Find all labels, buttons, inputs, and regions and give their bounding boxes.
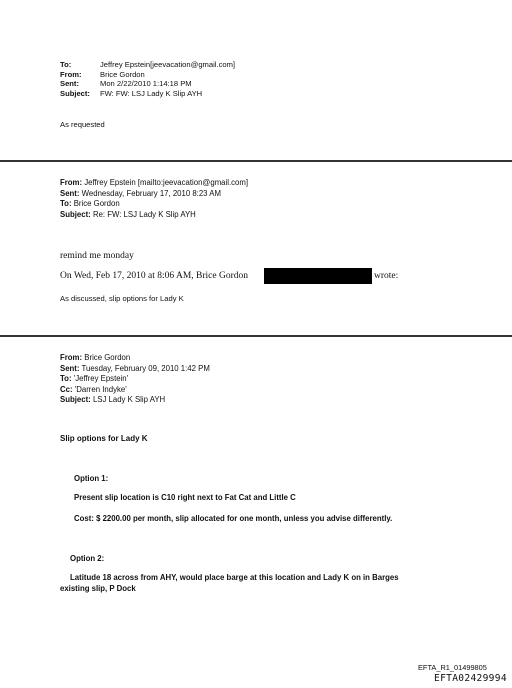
divider <box>0 160 512 162</box>
sent-label: Sent: <box>60 363 80 373</box>
subject-label: Subject: <box>60 209 91 219</box>
from-value: Brice Gordon <box>100 69 145 79</box>
subject-label: Subject: <box>60 395 91 404</box>
to-value: Jeffrey Epstein[jeevacation@gmail.com] <box>100 60 236 69</box>
from-label: From: <box>60 353 83 362</box>
sent-value: Wednesday, February 17, 2010 8:23 AM <box>81 188 221 198</box>
from-label: From: <box>60 69 82 79</box>
to-label: To: <box>60 374 72 383</box>
redaction-block <box>264 268 372 284</box>
option2-line2: existing slip, P Dock <box>60 584 136 593</box>
subject-value: Re: FW: LSJ Lady K Slip AYH <box>92 209 196 219</box>
subject-label: Subject: <box>60 88 90 98</box>
bates-ref-1: EFTA_R1_01499805 <box>418 663 487 672</box>
email1-header <box>60 60 235 98</box>
slip-options-heading: Slip options for Lady K <box>60 434 148 443</box>
subject-value: FW: FW: LSJ Lady K Slip AYH <box>100 88 203 98</box>
from-value: Jeffrey Epstein [mailto:jeevacation@gmail.com] <box>84 178 249 187</box>
option1-line2: Cost: $ 2200.00 per month, slip allocated for one month, unless you advise differently. <box>74 514 393 523</box>
option1-line1: Present slip location is C10 right next to Fat Cat and Little C <box>74 493 296 502</box>
from-value: Brice Gordon <box>84 353 131 362</box>
to-label: To: <box>60 60 72 69</box>
cc-label: Cc: <box>60 384 73 394</box>
sent-value: Mon 2/22/2010 1:14:18 PM <box>100 79 192 89</box>
option2-title: Option 2: <box>70 554 105 563</box>
to-value: Brice Gordon <box>73 199 120 208</box>
from-label: From: <box>60 178 83 187</box>
quote-intro: On Wed, Feb 17, 2010 at 8:06 AM, Brice Gordon <box>60 271 248 281</box>
email2-body: remind me monday <box>60 251 134 261</box>
sent-label: Sent: <box>60 188 80 198</box>
bates-ref-2: EFTA02429994 <box>434 673 507 684</box>
to-value: 'Jeffrey Epstein' <box>73 374 129 383</box>
cc-value: 'Darren Indyke' <box>74 384 127 394</box>
to-label: To: <box>60 199 72 208</box>
sent-value: Tuesday, February 09, 2010 1:42 PM <box>81 363 210 373</box>
quoted-text: As discussed, slip options for Lady K <box>60 294 184 303</box>
email2-header <box>60 178 248 220</box>
divider <box>0 335 512 337</box>
option2-line1: Latitude 18 across from AHY, would place barge at this location and Lady K on in Barges <box>70 573 399 582</box>
option1-title: Option 1: <box>74 474 109 483</box>
quote-wrote: wrote: <box>374 271 399 281</box>
email3-header <box>60 353 210 406</box>
subject-value: LSJ Lady K Slip AYH <box>92 395 166 404</box>
sent-label: Sent: <box>60 79 79 89</box>
email1-body: As requested <box>60 120 105 129</box>
